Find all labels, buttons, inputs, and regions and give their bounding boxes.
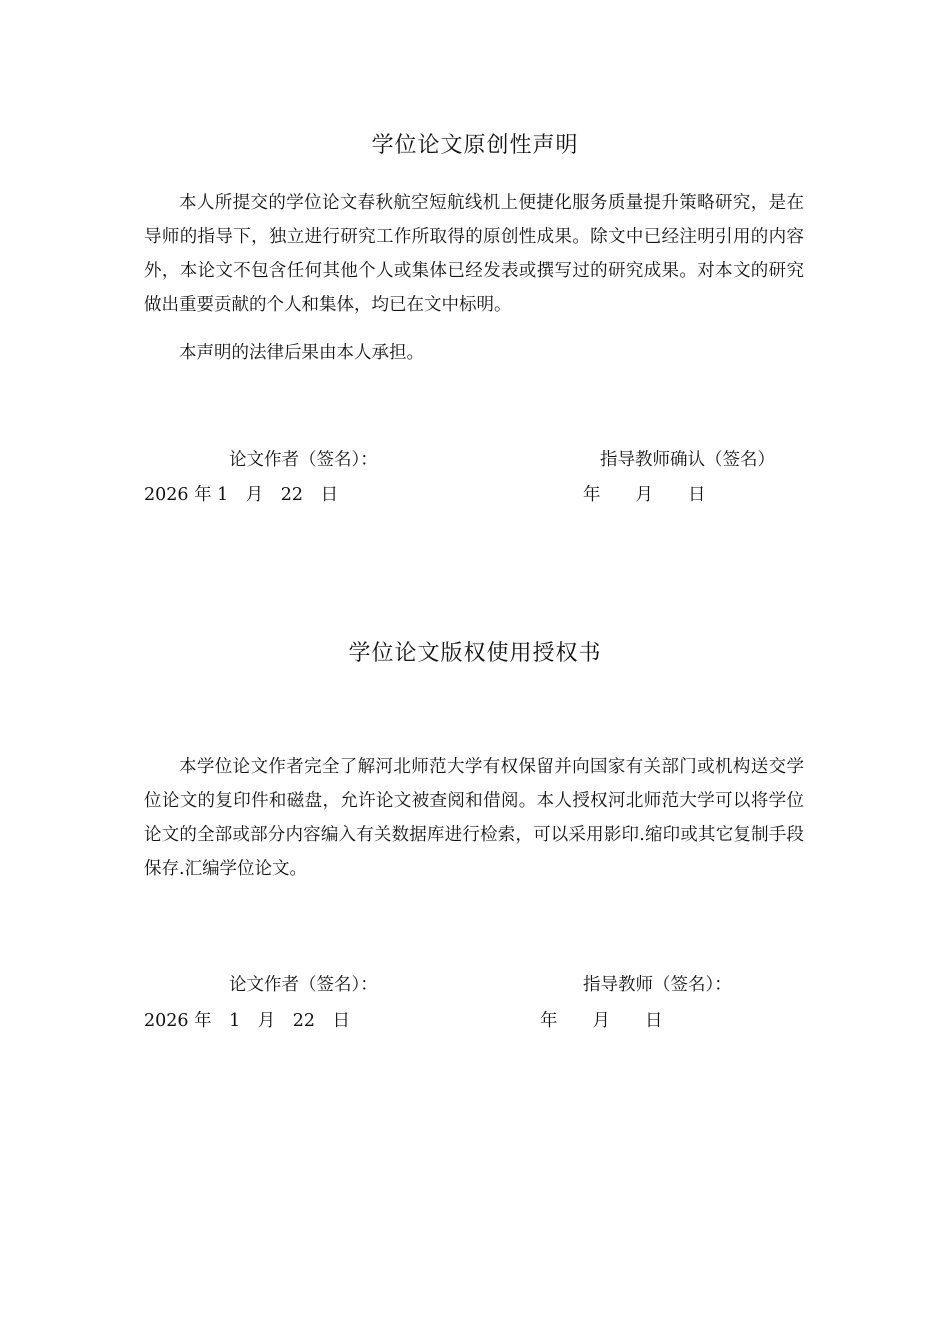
declaration-supervisor-signature-label: 指导教师确认（签名） [600, 450, 775, 470]
authorization-title: 学位论文版权使用授权书 [348, 641, 602, 666]
authorization-supervisor-date: 年 月 日 [540, 1011, 663, 1031]
declaration-liability-paragraph: 本声明的法律后果由本人承担。 [179, 343, 424, 363]
authorization-author-date: 2026 年 1 月 22 日 [144, 1011, 351, 1031]
authorization-supervisor-signature-label: 指导教师（签名）： [583, 975, 732, 995]
declaration-author-date: 2026 年 1 月 22 日 [144, 485, 339, 505]
authorization-paragraph: 本学位论文作者完全了解河北师范大学有权保留并向国家有关部门或机构送交学位论文的复印件和磁盘，允许论文被查阅和借阅。本人授权河北师范大学可以将学位论文的全部或部分内容编入有关数据库进行检索，可以采用影印.缩印或其它复制手段保存.汇编学位论文。 [144, 757, 804, 879]
declaration-title: 学位论文原创性声明 [371, 133, 579, 158]
declaration-author-signature-label: 论文作者（签名）： [229, 450, 378, 470]
authorization-author-signature-label: 论文作者（签名）： [229, 975, 378, 995]
declaration-supervisor-date: 年 月 日 [583, 485, 706, 505]
declaration-paragraph: 本人所提交的学位论文春秋航空短航线机上便捷化服务质量提升策略研究，是在导师的指导下，独立进行研究工作所取得的原创性成果。除文中已经注明引用的内容外，本论文不包含任何其他个人或集体已经发表或撰写过的研究成果。对本文的研究做出重要贡献的个人和集体，均已在文中标明。 [144, 193, 804, 315]
